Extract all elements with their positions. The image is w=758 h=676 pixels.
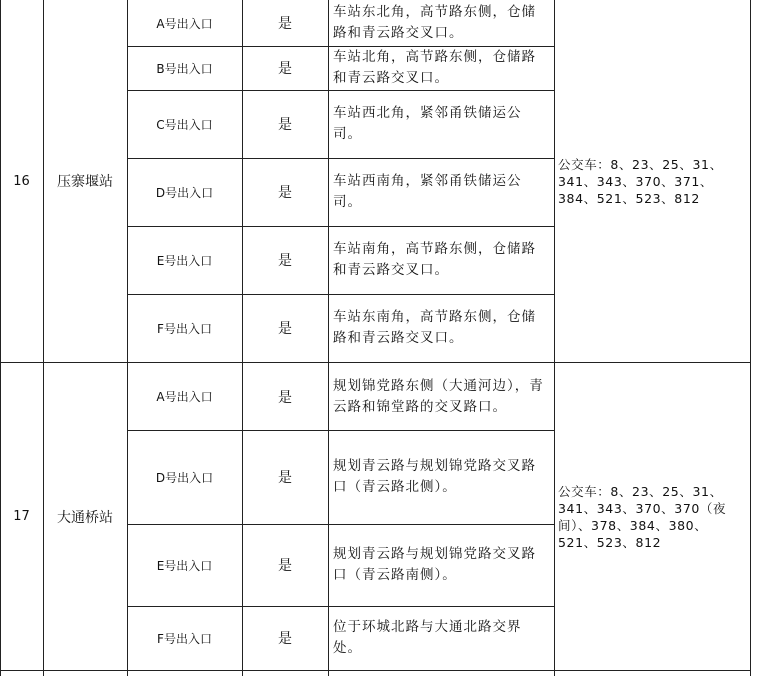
table-border-right [750,0,751,676]
accessible-flag: 是 [278,185,292,201]
exit-location: 车站西南角，紧邻甬铁储运公司。 [333,173,522,210]
station-name: 压寨堰站 [57,174,113,190]
accessible-flag: 是 [278,558,292,574]
exit-location: 车站西北角，紧邻甬铁储运公司。 [333,105,522,142]
accessible-flag: 是 [278,321,292,337]
bus-connections: 公交车：8、23、25、31、341、343、370、370（夜间）、378、384、380、521、523、812 [558,483,727,550]
accessible-flag: 是 [278,631,292,647]
exit-label: F号出入口 [157,321,212,336]
exit-label: E号出入口 [156,558,213,573]
accessible-flag: 是 [278,117,292,133]
accessible-flag: 是 [278,253,292,269]
exit-label: A号出入口 [156,390,213,404]
exit-location: 车站东南角，高节路东侧，仓储路和青云路交叉口。 [333,309,536,346]
station-index: 16 [13,173,30,189]
exit-location: 规划青云路与规划锦党路交叉路口（青云路南侧）。 [333,546,536,583]
accessible-flag: 是 [278,16,292,32]
exit-label: F号出入口 [157,631,212,646]
accessible-flag: 是 [278,389,292,406]
accessible-flag: 是 [278,470,292,486]
accessible-flag: 是 [278,61,292,77]
exit-location: 车站北角，高节路东侧，仓储路和青云路交叉口。 [333,49,536,86]
exit-label: D号出入口 [155,470,214,485]
exit-label: E号出入口 [156,253,213,268]
exit-location: 车站东北角，高节路东侧，仓储路和青云路交叉口。 [333,4,536,41]
exit-location: 规划锦党路东侧（大通河边），青云路和锦堂路的交叉路口。 [333,377,544,415]
station-index: 17 [13,509,30,524]
exit-location: 规划青云路与规划锦党路交叉路口（青云路北侧）。 [333,458,536,495]
table-border-bottom [0,670,751,671]
exit-label: D号出入口 [155,185,214,200]
exit-label: A号出入口 [156,16,213,31]
bus-connections: 公交车：8、23、25、31、341、343、370、371、384、521、523、812 [558,156,723,206]
station-name: 大通桥站 [57,509,113,526]
exit-label: B号出入口 [156,61,213,76]
exit-location: 车站南角，高节路东侧，仓储路和青云路交叉口。 [333,241,536,278]
exit-label: C号出入口 [156,117,213,132]
exit-location: 位于环城北路与大通北路交界处。 [333,619,522,656]
